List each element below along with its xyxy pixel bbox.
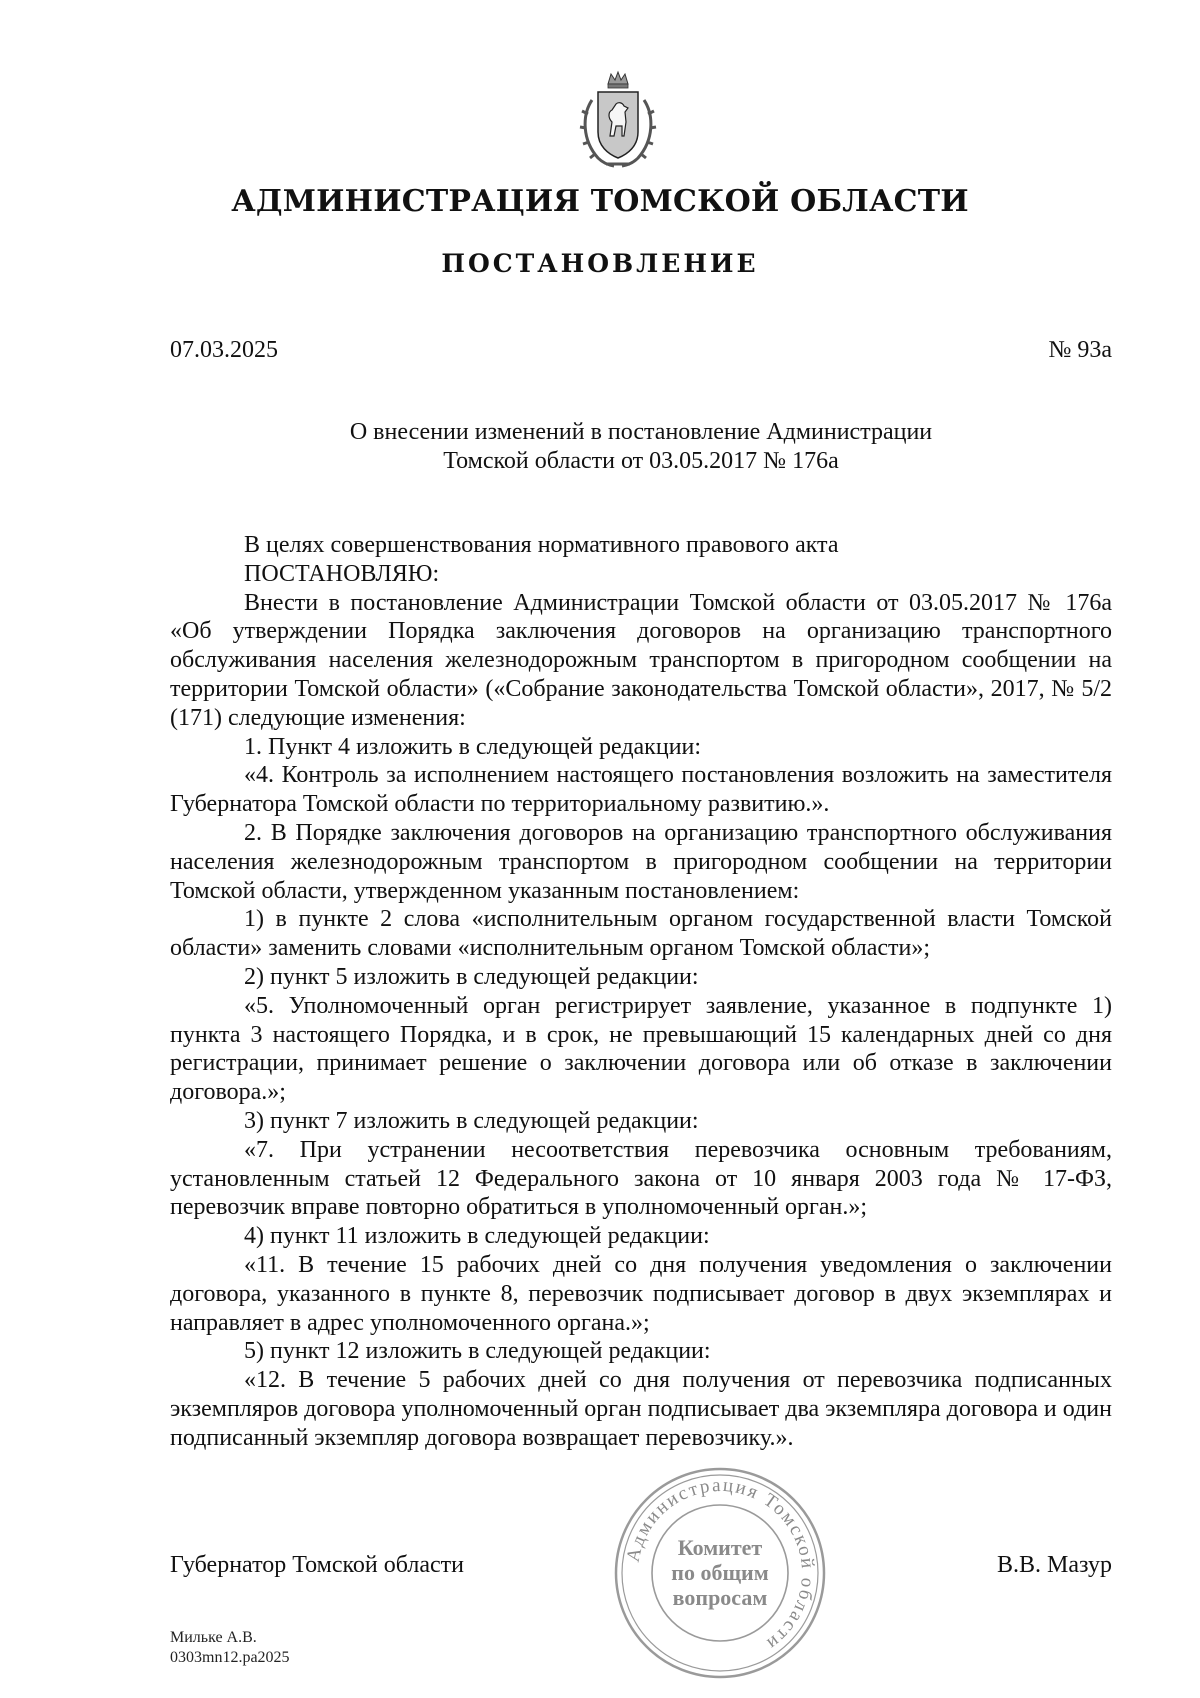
body-paragraph: 2) пункт 5 изложить в следующей редакции: bbox=[244, 963, 699, 990]
body-paragraph: Внести в постановление Администрации Томской области от 03.05.2017 № 176а «Об утверждении Порядка заключения договоров на организацию транспортного обслуживания населения железнодорожным транспортом в пригородном сообщении на территории Томской области» («Собрание законодательства Томской области», 2017, № 5/2 (171) следующие изменения: bbox=[170, 589, 1112, 731]
body-paragraph: ПОСТАНОВЛЯЮ: bbox=[244, 560, 440, 587]
body-paragraph: 4) пункт 11 изложить в следующей редакции: bbox=[244, 1223, 710, 1250]
document-subject bbox=[170, 418, 1112, 476]
body-paragraph: «5. Уполномоченный орган регистрирует заявление, указанное в подпункте 1) пункта 3 настоящего Порядка, и в срок, не превышающий 15 календарных дней со дня регистрации, принимает решение о заключении договора или об отказе в заключении договора.»; bbox=[170, 992, 1112, 1106]
body-paragraph: 5) пункт 12 изложить в следующей редакции: bbox=[244, 1338, 711, 1365]
document-number: № 93а bbox=[1048, 337, 1112, 363]
body-paragraph: «4. Контроль за исполнением настоящего постановления возложить на заместителя Губернатора Томской области по территориальному развитию.». bbox=[170, 762, 1112, 818]
stamp-ring-text: Администрация Томской области bbox=[622, 1474, 819, 1655]
organization-title: АДМИНИСТРАЦИЯ ТОМСКОЙ ОБЛАСТИ bbox=[231, 184, 969, 219]
body-paragraph: 1. Пункт 4 изложить в следующей редакции: bbox=[244, 733, 702, 760]
signatory-title: Губернатор Томской области bbox=[170, 1552, 464, 1578]
stamp-line-1: Комитет bbox=[677, 1535, 763, 1560]
document-type-heading: ПОСТАНОВЛЕНИЕ bbox=[441, 249, 759, 278]
executor-code: 0303mn12.pa2025 bbox=[170, 1649, 290, 1666]
body-paragraph: «7. При устранении несоответствия перевозчика основным требованиям, установленным статьей 12 Федерального закона от 10 января 2003 года № 17-ФЗ, перевозчик вправе повторно обратиться в уполномоченный орган.»; bbox=[170, 1136, 1112, 1221]
executor-name: Мильке А.В. bbox=[170, 1629, 257, 1646]
body-paragraph: «12. В течение 5 рабочих дней со дня получения от перевозчика подписанных экземпляров договора уполномоченный орган подписывает два экземпляра договора и один подписанный экземпляр договора возвращает перевозчику.». bbox=[170, 1367, 1112, 1451]
official-stamp bbox=[610, 1463, 830, 1683]
body-paragraph: 2. В Порядке заключения договоров на организацию транспортного обслуживания населения железнодорожным транспортом в пригородном сообщении на территории Томской области, утвержденном указанным постановлением: bbox=[170, 819, 1112, 904]
coat-of-arms-icon bbox=[578, 70, 658, 170]
stamp-line-2: по общим bbox=[671, 1560, 769, 1585]
stamp-line-3: вопросам bbox=[672, 1585, 768, 1610]
signatory-name: В.В. Мазур bbox=[997, 1552, 1112, 1578]
subject-line-1: О внесении изменений в постановление Администрации bbox=[349, 419, 933, 445]
subject-line-2: Томской области от 03.05.2017 № 176а bbox=[443, 448, 839, 474]
body-paragraph: «11. В течение 15 рабочих дней со дня получения уведомления о заключении договора, указанного в пункте 8, перевозчик подписывает договор в двух экземплярах и направляет в адрес уполномоченного органа.»; bbox=[170, 1251, 1112, 1336]
document-date: 07.03.2025 bbox=[170, 337, 278, 363]
body-paragraph: 3) пункт 7 изложить в следующей редакции: bbox=[244, 1107, 699, 1134]
document-body bbox=[170, 531, 1112, 1453]
body-paragraph: В целях совершенствования нормативного правового акта bbox=[244, 532, 839, 558]
executor-info bbox=[170, 1628, 290, 1668]
body-paragraph: 1) в пункте 2 слова «исполнительным органом государственной власти Томской области» заменить словами «исполнительным органом Томской области»; bbox=[170, 906, 1112, 962]
